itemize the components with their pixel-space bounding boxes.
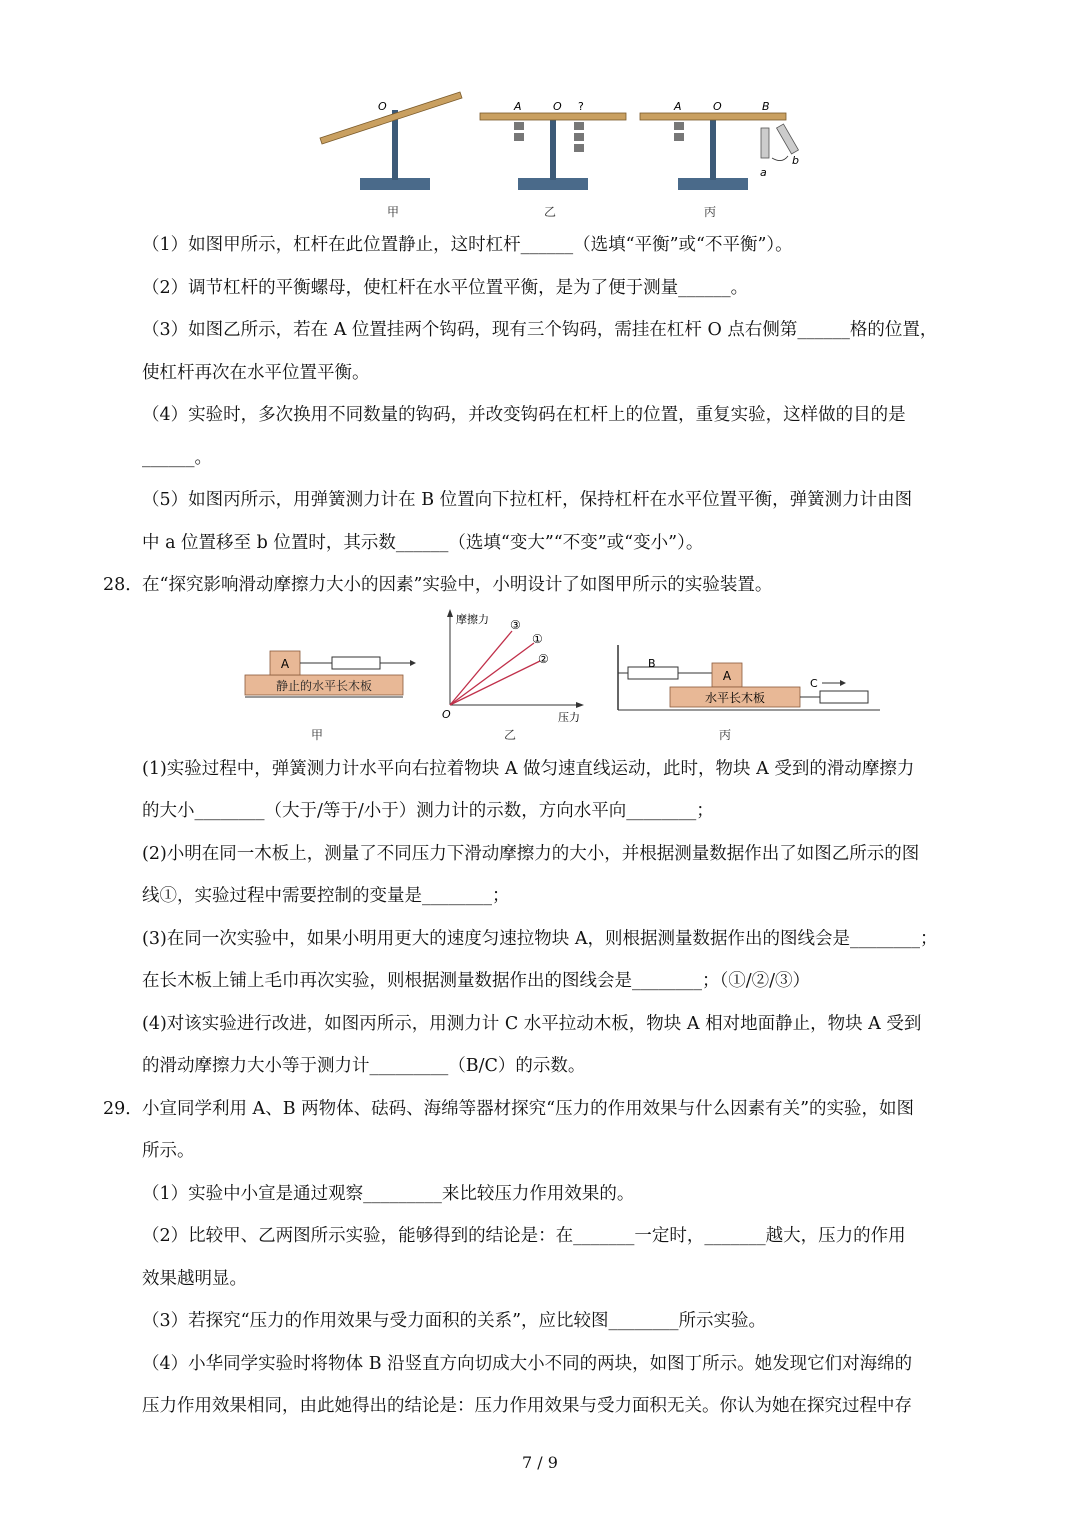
friction-caption-yi: 乙 bbox=[504, 728, 517, 742]
friction-caption-bing: 丙 bbox=[719, 728, 732, 742]
q27-part5-line1: （5）如图丙所示，用弹簧测力计在 B 位置向下拉杠杆，保持杠杆在水平位置平衡，弹簧测力计由图 bbox=[142, 490, 913, 510]
lever-figure bbox=[310, 88, 810, 218]
q27-part3-line2: 使杠杆再次在水平位置平衡。 bbox=[142, 363, 370, 383]
q28-number: 28． bbox=[103, 575, 143, 595]
graph-x-label: 压力 bbox=[558, 711, 580, 724]
label-c-bing: C bbox=[810, 677, 818, 690]
line-label-1: ① bbox=[532, 632, 543, 646]
q29-part1: （1）实验中小宣是通过观察_________来比较压力作用效果的。 bbox=[142, 1184, 635, 1204]
line-label-2: ② bbox=[538, 652, 549, 666]
label-o-yi: O bbox=[553, 100, 562, 113]
q27-part4-line2: ______。 bbox=[142, 448, 212, 468]
friction-graph-yi bbox=[442, 609, 584, 724]
q28-part1-line1: (1)实验过程中，弹簧测力计水平向右拉着物块 A 做匀速直线运动，此时，物块 A 受到的滑动摩擦力 bbox=[142, 759, 915, 779]
friction-caption-jia: 甲 bbox=[311, 728, 324, 742]
q27-part4-line1: （4）实验时，多次换用不同数量的钩码，并改变钩码在杠杆上的位置，重复实验，这样做的目的是 bbox=[142, 405, 906, 425]
label-pos-a: a bbox=[760, 166, 767, 179]
board2-label: 水平长木板 bbox=[704, 691, 766, 705]
lever-jia bbox=[320, 92, 462, 190]
block-a-bing: A bbox=[722, 669, 732, 683]
q27-part3-line1: （3）如图乙所示，若在 A 位置挂两个钩码，现有三个钩码，需挂在杠杆 O 点右侧第______格的位置， bbox=[142, 320, 938, 340]
q29-stem-line1: 小宣同学利用 A、B 两物体、砝码、海绵等器材探究“压力的作用效果与什么因素有关”的实验，如图 bbox=[142, 1099, 915, 1119]
q29-part3: （3）若探究“压力的作用效果与受力面积的关系”，应比较图________所示实验。 bbox=[142, 1311, 767, 1331]
label-b-bing: B bbox=[762, 100, 770, 113]
graph-origin: O bbox=[442, 708, 451, 721]
q28-stem: 在“探究影响滑动摩擦力大小的因素”实验中，小明设计了如图甲所示的实验装置。 bbox=[142, 575, 773, 595]
q28-part4-line1: (4)对该实验进行改进，如图丙所示，用测力计 C 水平拉动木板，物块 A 相对地面静止，物块 A 受到 bbox=[142, 1014, 922, 1034]
block-a-jia: A bbox=[280, 657, 290, 671]
caption-jia: 甲 bbox=[387, 205, 400, 219]
lever-yi bbox=[480, 100, 626, 190]
q28-part2-line2: 线①，实验过程中需要控制的变量是________； bbox=[142, 886, 510, 906]
q27-part1: （1）如图甲所示，杠杆在此位置静止，这时杠杆______（选填“平衡”或“不平衡”）。 bbox=[142, 235, 793, 255]
q29-number: 29． bbox=[103, 1099, 143, 1119]
q28-part3-line2: 在长木板上铺上毛巾再次实验，则根据测量数据作出的图线会是________；（①/②/③） bbox=[142, 971, 811, 991]
label-pos-b: b bbox=[792, 154, 799, 167]
q27-part5-line2: 中 a 位置移至 b 位置时，其示数______（选填“变大”“不变”或“变小”）。 bbox=[142, 533, 704, 553]
q29-part2-line2: 效果越明显。 bbox=[142, 1269, 247, 1289]
label-b-bing: B bbox=[648, 657, 656, 670]
q29-stem-line2: 所示。 bbox=[142, 1141, 195, 1161]
q29-part4-line1: （4）小华同学实验时将物体 B 沿竖直方向切成大小不同的两块，如图丁所示。她发现它们对海绵的 bbox=[142, 1354, 913, 1374]
board1-label: 静止的水平长木板 bbox=[275, 679, 373, 693]
label-a-yi: A bbox=[514, 100, 522, 113]
q28-part3-line1: (3)在同一次实验中，如果小明用更大的速度匀速拉物块 A，则根据测量数据作出的图线会是________； bbox=[142, 929, 938, 949]
friction-figure bbox=[240, 605, 880, 745]
label-o-bing: O bbox=[713, 100, 722, 113]
caption-bing: 丙 bbox=[704, 205, 717, 219]
friction-setup-bing bbox=[618, 645, 880, 710]
graph-y-label: 摩擦力 bbox=[456, 613, 489, 626]
line-label-3: ③ bbox=[510, 618, 521, 632]
q29-part4-line2: 压力作用效果相同，由此她得出的结论是：压力作用效果与受力面积无关。你认为她在探究过程中存 bbox=[142, 1396, 912, 1416]
label-question: ? bbox=[578, 100, 584, 113]
friction-setup-jia bbox=[245, 651, 416, 697]
page-number: 7 / 9 bbox=[522, 1453, 558, 1472]
q28-part4-line2: 的滑动摩擦力大小等于测力计_________（B/C）的示数。 bbox=[142, 1056, 586, 1076]
label-a-bing: A bbox=[674, 100, 682, 113]
label-o-jia: O bbox=[378, 100, 387, 113]
q29-part2-line1: （2）比较甲、乙两图所示实验，能够得到的结论是：在_______一定时，_______越大，压力的作用 bbox=[142, 1226, 906, 1246]
caption-yi: 乙 bbox=[544, 205, 557, 219]
q27-part2: （2）调节杠杆的平衡螺母，使杠杆在水平位置平衡，是为了便于测量______。 bbox=[142, 278, 749, 298]
q28-part1-line2: 的大小________（大于/等于/小于）测力计的示数，方向水平向________； bbox=[142, 801, 714, 821]
q28-part2-line1: (2)小明在同一木板上，测量了不同压力下滑动摩擦力的大小，并根据测量数据作出了如图乙所示的图 bbox=[142, 844, 920, 864]
lever-bing bbox=[640, 100, 799, 190]
